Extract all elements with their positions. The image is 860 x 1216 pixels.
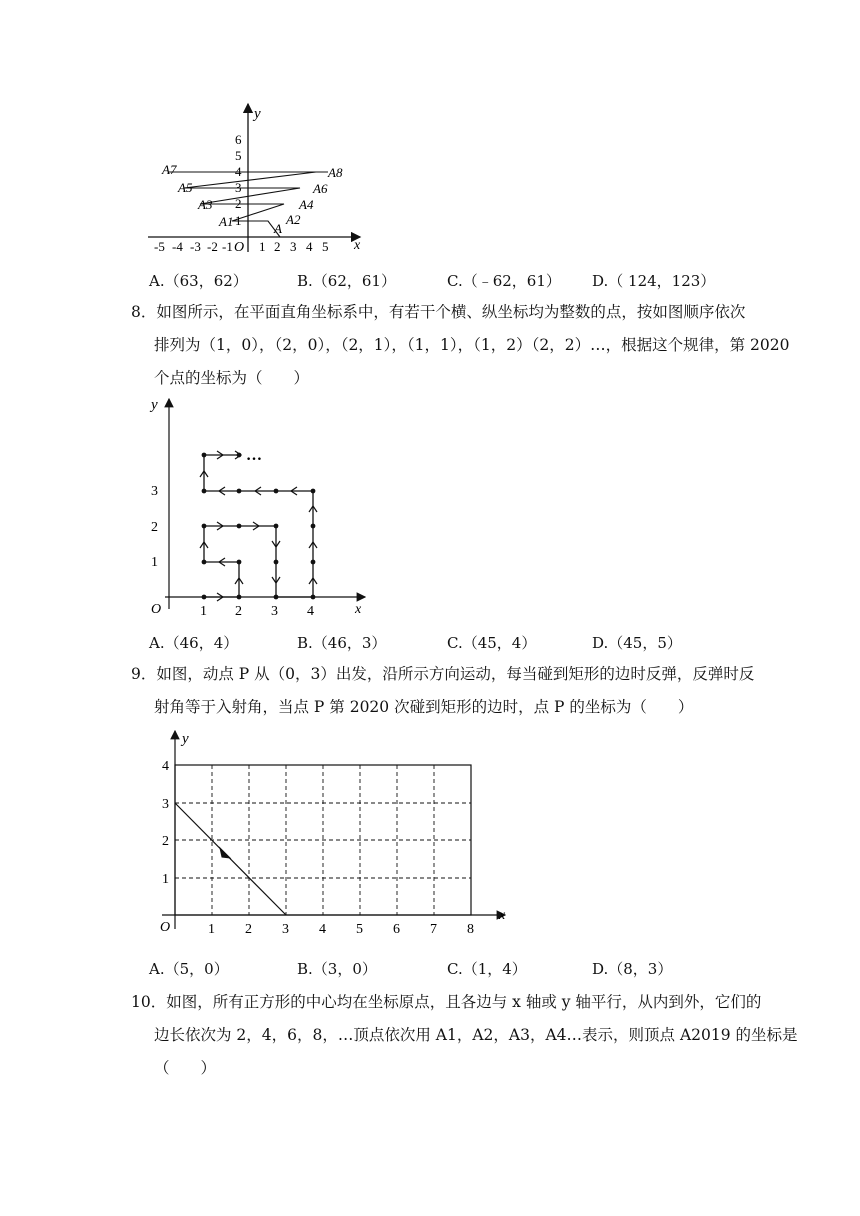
point-label-a5: A5 [178,180,193,195]
lattice-point [311,489,316,494]
question-9 [131,658,755,724]
question-9-line: 射角等于入射角，当点 P 第 2020 次碰到矩形的边时，点 P 的坐标为（ ） [154,698,694,716]
lattice-point [237,453,242,458]
y-tick: 4 [162,759,169,774]
lattice-point [237,560,242,565]
option-b[interactable]: B.（62，61） [297,272,396,290]
x-tick: 7 [430,922,437,937]
x-tick: -2 [207,239,218,254]
question-8-line: 个点的坐标为（ ） [154,369,310,387]
question-8-line: 8．如图所示，在平面直角坐标系中，有若干个横、纵坐标均为整数的点，按如图顺序依次 [131,303,746,321]
x-tick: 6 [393,922,400,937]
x-tick: 1 [208,922,215,937]
option-c[interactable]: C.（﹣62，61） [447,272,561,290]
x-tick: 2 [245,922,252,937]
x-tick: 4 [319,922,326,937]
question-10-line: 10．如图，所有正方形的中心均在坐标原点，且各边与 x 轴或 y 轴平行，从内到外，它们的 [131,993,762,1011]
point-label-a1: A1 [219,214,234,229]
lattice-point [237,524,242,529]
point-label-a7: A7 [162,162,177,177]
x-tick: 1 [259,239,266,254]
point-label-a6: A6 [313,181,328,196]
figure-lattice-path [145,395,375,620]
option-a[interactable]: A.（46，4） [149,634,239,652]
x-axis-label: x [355,602,362,617]
x-tick: 8 [467,922,474,937]
option-a[interactable]: A.（5，0） [149,960,229,978]
lattice-point [274,595,279,600]
continuation-ellipsis: … [246,447,262,464]
x-tick: -1 [222,239,233,254]
option-b[interactable]: B.（46，3） [297,634,387,652]
point-label-a4: A4 [299,197,314,212]
y-tick: 3 [151,484,158,499]
question-8-line: 排列为（1，0），（2，0），（2，1），（1，1），（1，2）（2，2）…，根据这个规律，第 2020 [154,336,790,354]
lattice-point [237,595,242,600]
y-tick: 2 [235,196,242,211]
x-tick: 2 [274,239,281,254]
option-d[interactable]: D.（8，3） [592,960,673,978]
lattice-point [274,560,279,565]
lattice-point [237,489,242,494]
motion-path [175,803,286,915]
point-label-a3: A3 [198,197,213,212]
lattice-point [311,595,316,600]
motion-direction-arrow [220,848,230,858]
option-d[interactable]: D.（45，5） [592,634,682,652]
y-tick: 2 [162,834,169,849]
x-tick: 3 [290,239,297,254]
option-c[interactable]: C.（1，4） [447,960,527,978]
lattice-point [202,524,207,529]
x-tick: 3 [271,604,278,619]
x-axis-label: x [499,908,506,923]
y-tick: 5 [235,148,242,163]
y-tick: 1 [235,213,242,228]
question-10 [131,986,798,1085]
figure-rectangle-bounce [150,725,520,950]
lattice-point [202,489,207,494]
point-label-a8: A8 [328,165,343,180]
lattice-point [202,595,207,600]
option-c[interactable]: C.（45，4） [447,634,537,652]
point-label-a2: A2 [286,212,301,227]
x-tick: 4 [306,239,313,254]
x-tick: 5 [322,239,329,254]
y-tick: 3 [235,180,242,195]
y-tick: 6 [235,132,242,147]
x-axis-label: x [354,238,361,253]
lattice-point [202,560,207,565]
y-tick: 4 [235,164,242,179]
y-tick: 3 [162,797,169,812]
x-tick: 2 [235,604,242,619]
x-tick: 1 [200,604,207,619]
y-axis-label: y [254,106,261,122]
x-tick: -4 [172,239,183,254]
x-tick: 3 [282,922,289,937]
origin-label: O [160,920,171,935]
lattice-point [202,453,207,458]
question-9-line: 9．如图，动点 P 从（0，3）出发，沿所示方向运动，每当碰到矩形的边时反弹，反弹时反 [131,665,755,683]
question-10-line: 边长依次为 2，4，6，8，…顶点依次用 A1，A2，A3，A4…表示，则顶点 A2019 的坐标是 [154,1026,798,1044]
figure-zigzag-points [140,100,370,260]
x-tick: 4 [307,604,314,619]
point-label-a: A [274,221,282,236]
y-tick: 1 [162,872,169,887]
lattice-point [274,489,279,494]
y-tick: 2 [151,520,158,535]
y-axis-label: y [182,731,189,747]
origin-label: O [234,240,245,255]
question-10-line: （ ） [154,1059,217,1077]
origin-label: O [151,602,162,617]
lattice-point [311,524,316,529]
lattice-point [311,560,316,565]
y-axis-label: y [151,397,158,413]
y-tick: 1 [151,555,158,570]
lattice-point [274,524,279,529]
option-d[interactable]: D.（ 124，123） [592,272,716,290]
x-tick: -5 [154,239,165,254]
question-8 [131,296,790,395]
x-tick: -3 [190,239,201,254]
x-tick: 5 [356,922,363,937]
option-b[interactable]: B.（3，0） [297,960,377,978]
option-a[interactable]: A.（63，62） [149,272,248,290]
